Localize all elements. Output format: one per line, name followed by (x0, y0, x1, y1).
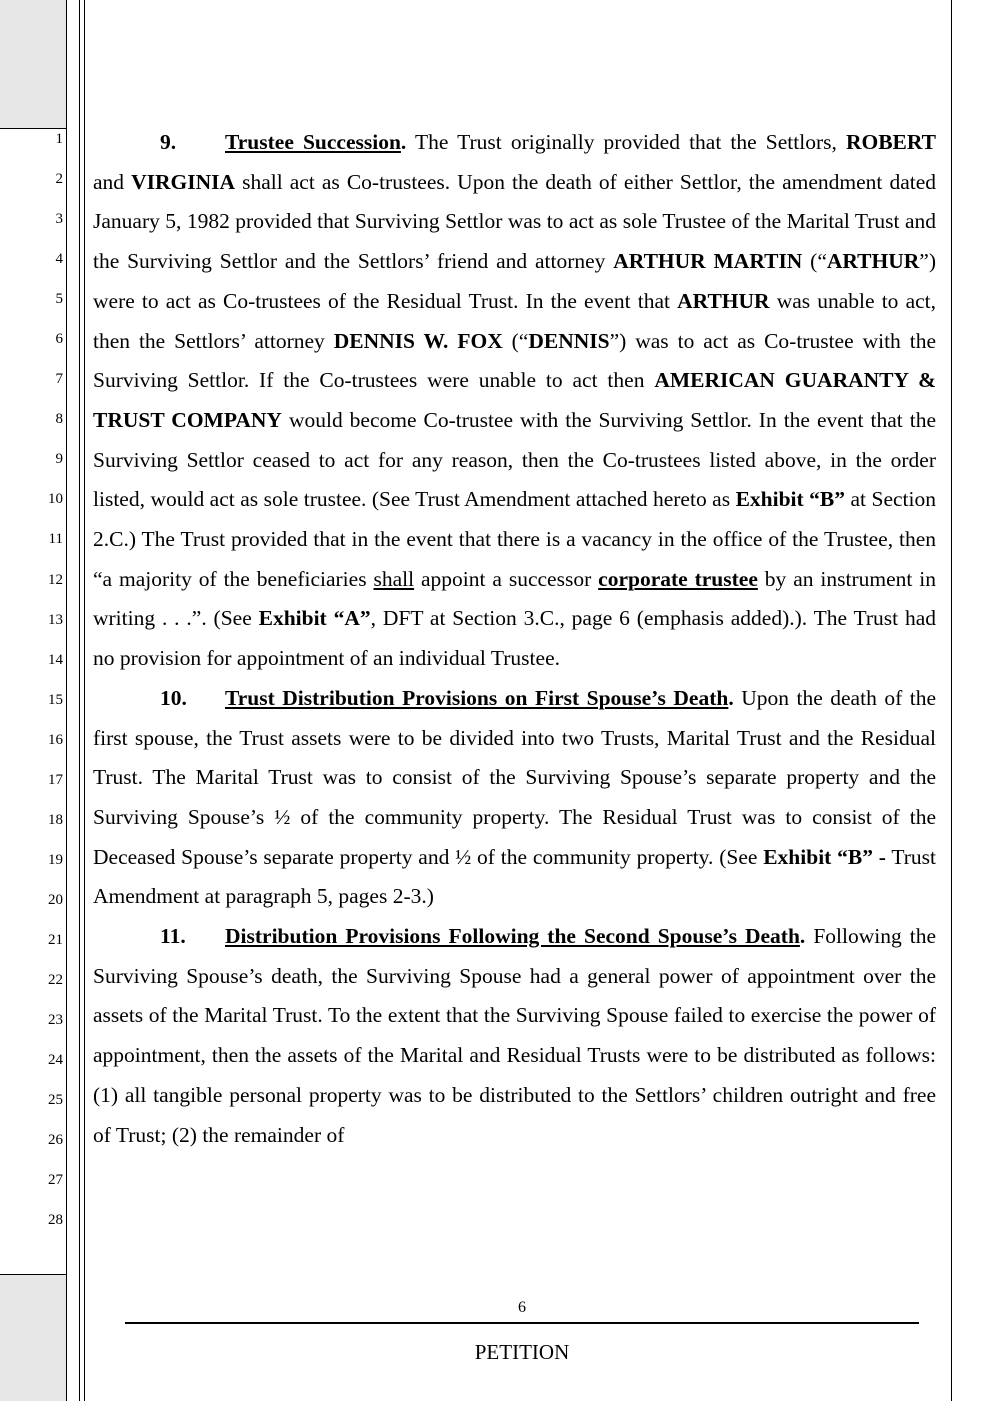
line-number: 26 (48, 1132, 63, 1149)
line-number: 15 (48, 691, 63, 708)
footer-label: PETITION (474, 1340, 570, 1364)
line-number: 20 (48, 891, 63, 908)
line-numbers (0, 131, 66, 1252)
line-number: 1 (55, 131, 63, 147)
right-margin-rule (951, 0, 952, 1401)
line-number: 4 (55, 251, 63, 268)
line-number-bottom-rule (0, 1274, 66, 1275)
line-number: 8 (55, 411, 63, 428)
paragraph-heading: Trustee Succession (225, 130, 401, 154)
paragraph-9: 9. Trustee Succession. The Trust originally provided that the Settlors, ROBERT and VIRGINIA shall act as Co-trustees. Upon the death of either Settlor, the amendment dated January 5, 1982 provided that Surviving Settlor was to act as sole Trustee of the Marital Trust and the Surviving Settlor and the Settlors’ friend and attorney ARTHUR MARTIN (“ARTHUR”) were to act as Co-trustees of the Residual Trust. In the event that ARTHUR was unable to act, then the Settlors’ attorney DENNIS W. FOX (“DENNIS”) was to act as Co-trustee with the Surviving Settlor. If the Co-trustees were unable to act then AMERICAN GUARANTY & TRUST COMPANY would become Co-trustee with the Surviving Settlor. In the event that the Surviving Settlor ceased to act for any reason, then the Co-trustees listed above, in the order listed, would act as sole trustee. (See Trust Amendment attached hereto as Exhibit “B” at Section 2.C.) The Trust provided that in the event that there is a vacancy in the office of the Trustee, then “a majority of the beneficiaries shall appoint a successor corporate trustee by an instrument in writing . . .”. (See Exhibit “A”, DFT at Section 3.C., page 6 (emphasis added).). The Trust had no provision for appointment of an individual Trustee. (93, 123, 936, 679)
line-number: 27 (48, 1172, 63, 1189)
paragraph-11: 11. Distribution Provisions Following the Second Spouse’s Death. Following the Surviving Spouse’s death, the Surviving Spouse had a general power of appointment over the assets of the Marital Trust. To the extent that the Surviving Spouse failed to exercise the power of appointment, then the assets of the Marital and Residual Trusts were to be distributed as follows: (1) all tangible personal property was to be distributed to the Settlors’ children outright and free of Trust; (2) the remainder of (93, 917, 936, 1155)
paragraph-number: 9. (160, 130, 177, 154)
line-number: 3 (55, 211, 63, 228)
line-number: 25 (48, 1092, 63, 1109)
line-number: 28 (48, 1212, 63, 1229)
line-number: 23 (48, 1012, 63, 1029)
line-number: 5 (55, 291, 63, 308)
line-number: 10 (48, 491, 63, 508)
paragraph-10: 10. Trust Distribution Provisions on First Spouse’s Death. Upon the death of the first spouse, the Trust assets were to be divided into two Trusts, Marital Trust and the Residual Trust. The Marital Trust was to consist of the Surviving Spouse’s separate property and the Surviving Spouse’s ½ of the community property. The Residual Trust was to consist of the Deceased Spouse’s separate property and ½ of the community property. (See Exhibit “B” - Trust Amendment at paragraph 5, pages 2-3.) (93, 679, 936, 917)
margin-rule (66, 0, 67, 1401)
line-number: 18 (48, 811, 63, 828)
line-number-top-rule (0, 128, 66, 129)
line-number: 21 (48, 931, 63, 948)
paragraph-number: 11. (160, 924, 186, 949)
line-number: 11 (48, 531, 63, 548)
paragraph-number: 10. (160, 685, 187, 710)
margin-rule-double-left (79, 0, 80, 1401)
document-body (93, 123, 936, 1155)
line-number: 9 (55, 451, 63, 468)
footer-rule (125, 1322, 919, 1324)
line-number: 7 (55, 371, 63, 388)
line-number: 19 (48, 851, 63, 868)
paragraph-heading: Distribution Provisions Following the Second Spouse’s Death (225, 924, 800, 949)
line-number: 22 (48, 971, 63, 988)
line-number: 17 (48, 771, 63, 788)
line-number: 16 (48, 731, 63, 748)
line-number: 24 (48, 1052, 63, 1069)
paragraph-heading: Trust Distribution Provisions on First Spouse’s Death (225, 685, 729, 710)
line-number: 13 (48, 611, 63, 628)
line-number: 14 (48, 651, 63, 668)
page-number: 6 (518, 1299, 526, 1316)
line-number: 2 (55, 171, 63, 188)
line-number: 6 (55, 331, 63, 348)
margin-rule-double-right (84, 0, 85, 1401)
line-number: 12 (48, 571, 63, 588)
